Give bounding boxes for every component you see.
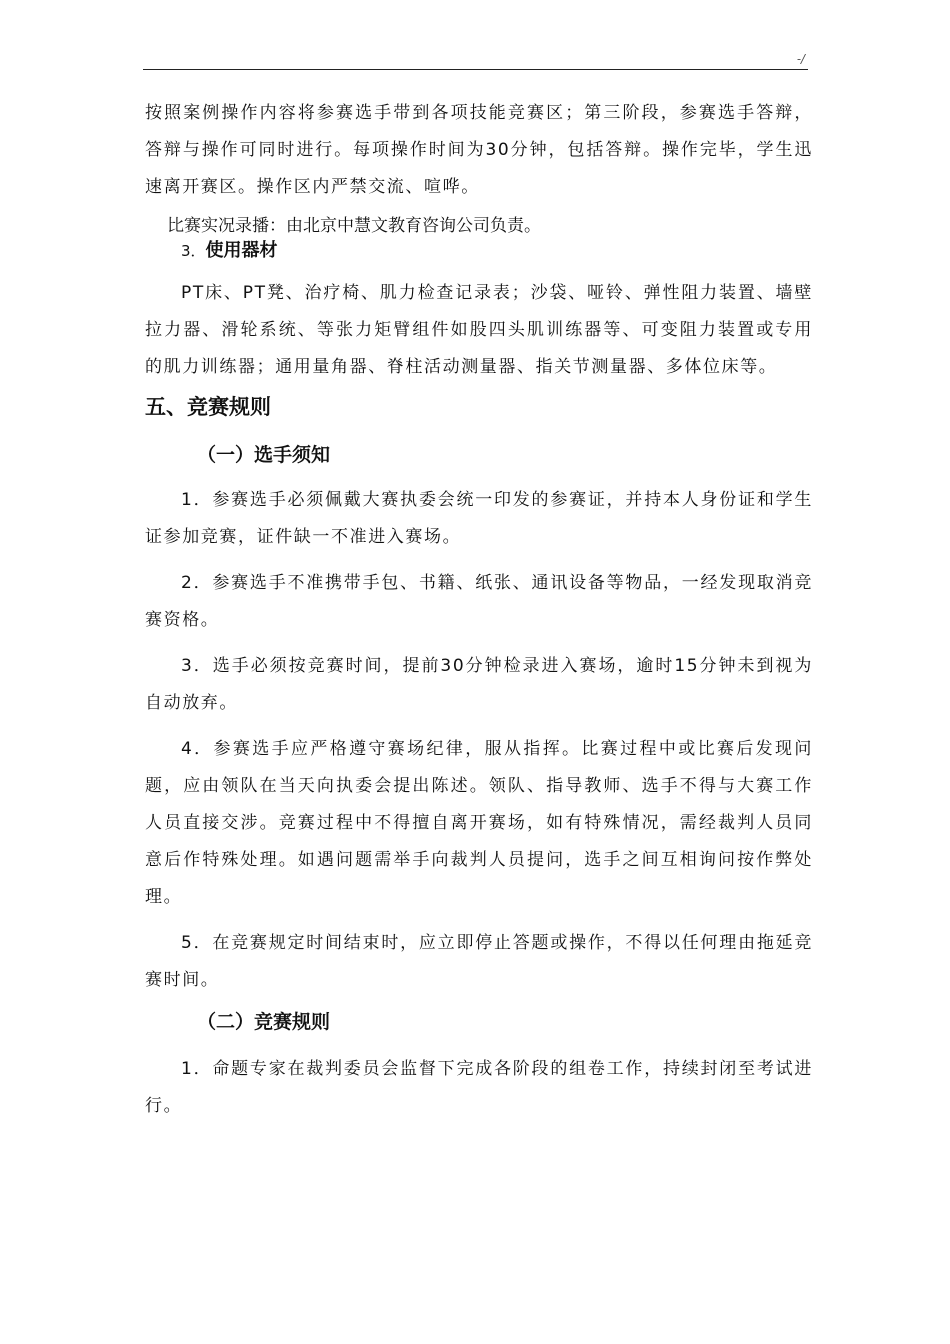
paragraph-contestant-3: 3．选手必须按竞赛时间，提前30分钟检录进入赛场，逾时15分钟未到视为自动放弃。: [145, 656, 813, 713]
heading-equipment: [181, 239, 813, 263]
paragraph-contestant-2: 2．参赛选手不准携带手包、书籍、纸张、通讯设备等物品，一经发现取消竞赛资格。: [145, 573, 813, 630]
paragraph-contestant-4: 4．参赛选手应严格遵守赛场纪律，服从指挥。比赛过程中或比赛后发现问题，应由领队在当天向执委会提出陈述。领队、指导教师、选手不得与大赛工作人员直接交涉。竞赛过程中不得擅自离开赛场，如有特殊情况，需经裁判人员同意后作特殊处理。如遇问题需举手向裁判人员提问，选手之间互相询问按作弊处理。: [145, 739, 813, 907]
paragraph-contestant-5: 5．在竞赛规定时间结束时，应立即停止答题或操作，不得以任何理由拖延竞赛时间。: [145, 933, 813, 990]
paragraph-rule-1: 1．命题专家在裁判委员会监督下完成各阶段的组卷工作，持续封闭至考试进行。: [145, 1059, 813, 1116]
paragraph-equipment: PT床、PT凳、治疗椅、肌力检查记录表；沙袋、哑铃、弹性阻力装置、墙壁拉力器、滑轮系统、等张力矩臂组件如股四头肌训练器等、可变阻力装置或专用的肌力训练器；通用量角器、脊柱活动测量器、指关节测量器、多体位床等。: [145, 283, 813, 377]
paragraph-live-recording: 比赛实况录播：由北京中慧文教育咨询公司负责。: [167, 216, 541, 236]
heading-competition-rules-sub: （二）竞赛规则: [197, 1011, 331, 1033]
header-rule: [143, 69, 808, 70]
heading-equipment-number: 3．: [181, 242, 206, 260]
document-body: [145, 95, 813, 1125]
paragraph-intro: 按照案例操作内容将参赛选手带到各项技能竞赛区；第三阶段，参赛选手答辩，答辩与操作可同时进行。每项操作时间为30分钟，包括答辩。操作完毕，学生迅速离开赛区。操作区内严禁交流、喧哗。: [145, 103, 813, 197]
heading-competition-rules: 五、竞赛规则: [145, 395, 271, 419]
heading-contestant-notes: （一）选手须知: [197, 444, 331, 466]
paragraph-contestant-1: 1．参赛选手必须佩戴大赛执委会统一印发的参赛证，并持本人身份证和学生证参加竞赛，证件缺一不准进入赛场。: [145, 490, 813, 547]
heading-equipment-title: 使用器材: [205, 240, 278, 261]
page-header-mark: -/: [797, 52, 806, 66]
